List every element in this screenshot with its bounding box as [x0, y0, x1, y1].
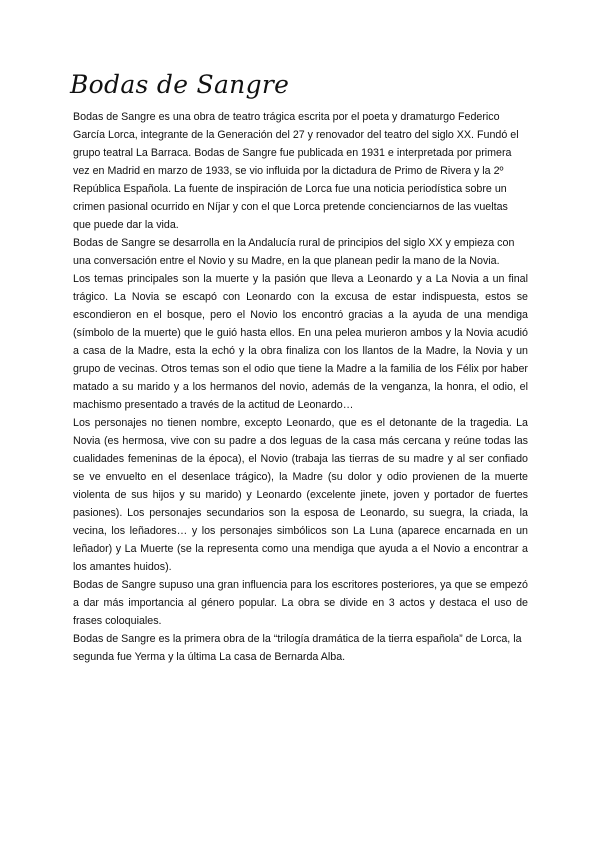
paragraph-trilogy: Bodas de Sangre es la primera obra de la “trilogía dramática de la tierra española” de Lorca, la segunda fue Yerma y la última La casa de Bernarda Alba.: [73, 633, 522, 663]
document-title: Bodas de Sangre: [70, 70, 290, 99]
paragraph-themes: Los temas principales son la muerte y la pasión que lleva a Leonardo y a La Novia a un final trágico. La Novia se escapó con Leonardo con la excusa de estar indispuesta, estos se escondieron en el bosque, pero el Novio los encontró gracias a la ayuda de una mendiga (símbolo de la muerte) que le guió hasta ellos. En una pelea murieron ambos y la Novia acudió a casa de la Madre, esta la echó y la obra finaliza con los llantos de la Madre, la Novia y un grupo de vecinas. Otros temas son el odio que tiene la Madre a la familia de los Félix por haber matado a su marido y a los hermanos del novio, además de la venganza, la honra, el odio, el machismo presentado a través de la actitud de Leonardo…: [73, 273, 528, 411]
paragraph-characters: Los personajes no tienen nombre, excepto Leonardo, que es el detonante de la tragedia. La Novia (es hermosa, vive con su padre a dos leguas de la casa más cercana y reúne todas las cualidades femeninas de la época), el Novio (trabaja las tierras de su madre y al ser confiado se ve envuelto en el desenlace trágico), la Madre (su dolor y odio provienen de la muerte violenta de sus hijos y su marido) y Leonardo (excelente jinete, joven y portador de fuertes pasiones). Los personajes secundarios son la esposa de Leonardo, su suegra, la criada, la vecina, los leñadores… y los personajes simbólicos son La Luna (aparece encarnada en un leñador) y La Muerte (se la representa como una mendiga que ayuda a el Novio a encontrar a los amantes huidos).: [73, 417, 528, 573]
document-body: [73, 108, 528, 666]
paragraph-influence: Bodas de Sangre supuso una gran influencia para los escritores posteriores, ya que se empezó a dar más importancia al género popular. La obra se divide en 3 actos y destaca el uso de frases coloquiales.: [73, 579, 528, 627]
paragraph-intro: Bodas de Sangre es una obra de teatro trágica escrita por el poeta y dramaturgo Federico García Lorca, integrante de la Generación del 27 y renovador del teatro del siglo XX. Fundó el grupo teatral La Barraca. Bodas de Sangre fue publicada en 1931 e interpretada por primera vez en Madrid en marzo de 1933, se vio influida por la dictadura de Primo de Rivera y la 2º República Española. La fuente de inspiración de Lorca fue una noticia periodística sobre un crimen pasional ocurrido en Níjar y con el que Lorca pretende concienciarnos de las vueltas que puede dar la vida.: [73, 111, 519, 231]
paragraph-setting: Bodas de Sangre se desarrolla en la Andalucía rural de principios del siglo XX y empieza con una conversación entre el Novio y su Madre, en la que planean pedir la mano de la Novia.: [73, 237, 515, 267]
